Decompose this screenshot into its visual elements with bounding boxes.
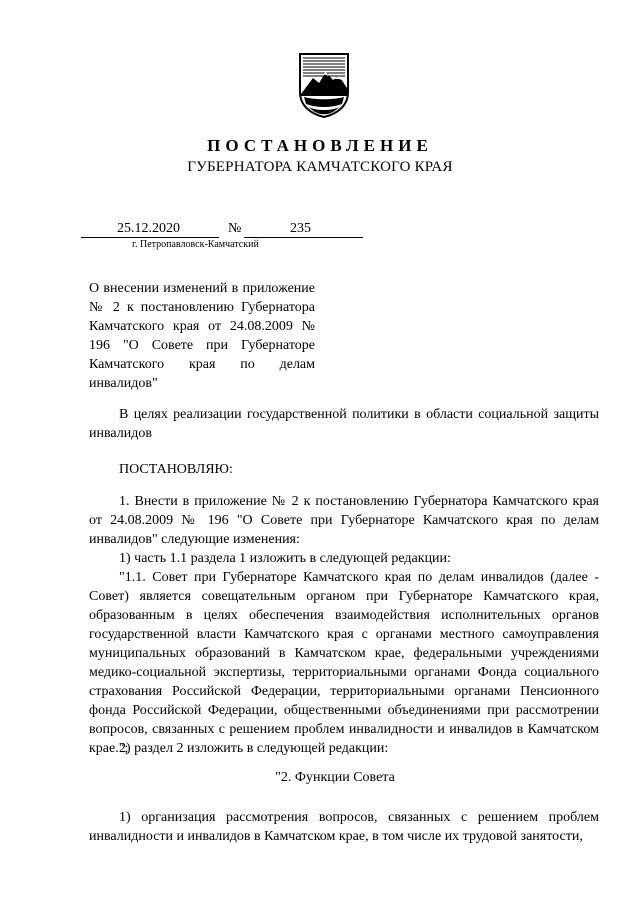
- document-city: г. Петропавловск-Камчатский: [132, 239, 259, 250]
- document-subject: О внесении изменений в приложение № 2 к постановлению Губернатора Камчатского края от 24.08.2009 № 196 "О Совете при Губернаторе Камчатского края по делам инвалидов": [89, 281, 315, 391]
- item-1-1-paragraph: 1) часть 1.1 раздела 1 изложить в следующей редакции:: [119, 551, 451, 566]
- resolve-paragraph: ПОСТАНОВЛЯЮ:: [119, 462, 233, 477]
- function-1-paragraph: 1) организация рассмотрения вопросов, связанных с решением проблем инвалидности и инвалидов в Камчатском крае, в том числе их трудовой занятости,: [89, 810, 599, 844]
- section-heading: "2. Функции Совета: [275, 770, 395, 785]
- preamble-paragraph: В целях реализации государственной политики в области социальной защиты инвалидов: [89, 407, 599, 441]
- number-underline: [244, 237, 363, 238]
- document-date: 25.12.2020: [117, 221, 180, 236]
- document-number: 235: [290, 221, 311, 236]
- date-underline: [81, 237, 219, 238]
- item-1-paragraph: 1. Внести в приложение № 2 к постановлению Губернатора Камчатского края от 24.08.2009 № 196 "О Совете при Губернаторе Камчатского края по делам инвалидов" следующие изменения:: [89, 494, 599, 547]
- document-subtitle: ГУБЕРНАТОРА КАМЧАТСКОГО КРАЯ: [187, 159, 453, 175]
- item-1-1-text-paragraph: "1.1. Совет при Губернаторе Камчатского края по делам инвалидов (далее - Совет) является совещательным органом при Губернаторе Камчатского края, образованным в целях обеспечения взаимодействия исполнительных органов государственной власти Камчатского края с органами местного самоуправления муниципальных образований в Камчатском крае, федеральными учреждениями медико-социальной экспертизы, территориальными органами Фонда социального страхования Российской Федерации, территориальными органами Пенсионного фонда Российской Федерации, общественными объединениями при рассмотрении вопросов, связанных с решением проблем инвалидности и инвалидов в Камчатском крае.";: [89, 570, 599, 756]
- document-title: ПОСТАНОВЛЕНИЕ: [207, 136, 433, 155]
- item-1-2-paragraph: 2) раздел 2 изложить в следующей редакции:: [119, 741, 389, 756]
- number-sign: №: [228, 221, 242, 236]
- kamchatka-coat-of-arms-icon: [295, 52, 353, 118]
